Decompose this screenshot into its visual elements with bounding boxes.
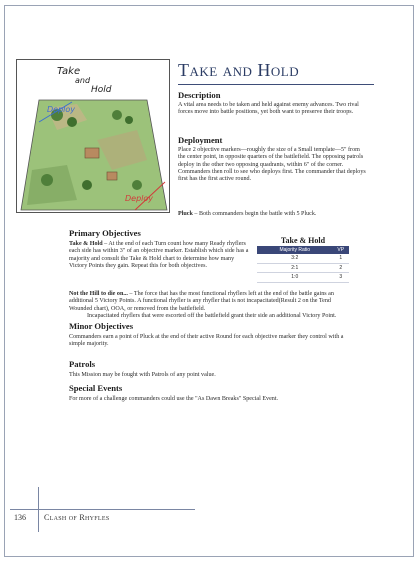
- page-frame-right: [413, 5, 414, 557]
- description-heading: Description: [178, 90, 221, 100]
- table-cell-ratio: 3:2: [257, 254, 333, 263]
- tree-icon: [67, 117, 77, 127]
- tree-icon: [132, 180, 142, 190]
- deployment-text: Place 2 objective markers—roughly the size of a Small template—5" from the center point, in opposite quarters of the battlefield. The opposing patrols deploy in the other two opposing quadrants, within 6" of the corner. Commanders then roll to see who deploys first. The commander that deploys first has the first active round.: [178, 147, 366, 183]
- footer-horizontal-rule: [10, 509, 195, 510]
- hill-text: – The force that has the most functional rhyflers left at the end of the battle gains an additional 5 Victory Points. A functional rhyfler is any rhyfler that is not incapacitated(Result 2 on the Tend Wounded chart), OOA, or removed from the battlefield.: [69, 291, 334, 312]
- table-cell-vp: 1: [333, 254, 349, 263]
- patrols-text: This Mission may be fought with Patrols of any point value.: [69, 372, 216, 378]
- table-cell-vp: 3: [333, 273, 349, 283]
- minor-objectives-section: [69, 323, 133, 330]
- hill-paragraph: [69, 291, 351, 320]
- special-events-section: [69, 385, 122, 392]
- page-frame-left: [4, 5, 5, 557]
- map-heading-line3: Hold: [91, 85, 112, 95]
- page-frame-bottom: [4, 556, 414, 557]
- tree-icon: [125, 116, 133, 124]
- building-icon: [85, 148, 99, 158]
- take-and-hold-text: – At the end of each Turn count how many Ready rhyflers each side has within 3" of an objective marker. Establish which side has a majority and consult the Take & Hold chart to determine how many Victory Points they gain. Repeat this for both objectives.: [69, 241, 249, 269]
- table-header-vp: VP: [333, 246, 349, 254]
- minor-objectives-heading: Minor Objectives: [69, 321, 134, 331]
- table-title: Take & Hold: [280, 236, 326, 245]
- table-header-row: [257, 246, 349, 254]
- hill-label: Not the Hill to die on...: [69, 291, 128, 297]
- map-heading-line1: Take: [57, 66, 81, 77]
- majority-ratio-table: [257, 246, 349, 283]
- pluck-paragraph: [178, 211, 368, 218]
- primary-objectives-section: [69, 230, 141, 237]
- page-frame-top: [4, 5, 414, 6]
- table-header-ratio: Majority Ratio: [257, 246, 333, 254]
- take-and-hold-paragraph: [69, 241, 252, 270]
- map-drawing: [17, 60, 169, 212]
- tree-icon: [82, 180, 92, 190]
- title-rule: [178, 84, 374, 85]
- take-and-hold-table: [257, 236, 349, 283]
- hill-text-2: Incapacitated rhyflers that were escorted off the battlefield grant their side an additional Victory Point.: [87, 312, 337, 319]
- tree-icon: [112, 110, 122, 120]
- table-cell-vp: 2: [333, 263, 349, 273]
- table-cell-ratio: 2:1: [257, 263, 333, 273]
- pluck-label: Pluck: [178, 211, 193, 217]
- pluck-text: – Both commanders begin the battle with 5 Pluck.: [192, 211, 317, 217]
- table-row: [257, 273, 349, 283]
- tree-icon: [41, 174, 53, 186]
- battlefield-map-illustration: [16, 59, 170, 213]
- description-section: [178, 92, 221, 99]
- special-events-heading: Special Events: [69, 383, 123, 393]
- deployment-heading: Deployment: [178, 135, 223, 145]
- minor-objectives-text: Commanders earn a point of Pluck at the end of their active Round for each objective marker they control with a simple majority.: [69, 334, 344, 348]
- book-title: Clash of Rhyfles: [44, 513, 110, 522]
- special-events-text: For more of a challenge commanders could use the "As Dawn Breaks" Special Event.: [69, 396, 279, 402]
- map-heading-line2: and: [75, 76, 91, 85]
- primary-objectives-heading: Primary Objectives: [69, 228, 141, 238]
- deploy-label-bottom: Deploy: [125, 194, 154, 203]
- patrols-section: [69, 361, 95, 368]
- table-row: [257, 254, 349, 263]
- page-number: 136: [14, 513, 26, 522]
- description-text: A vital area needs to be taken and held against enemy advances. Two rival forces move into battle positions, yet both want to preserve their troops.: [178, 102, 359, 116]
- page-title: Take and Hold: [178, 60, 300, 80]
- table-row: [257, 263, 349, 273]
- deployment-section: [178, 137, 222, 144]
- deploy-label-top: Deploy: [47, 105, 76, 114]
- take-and-hold-label: Take & Hold: [69, 241, 103, 247]
- patrols-heading: Patrols: [69, 359, 96, 369]
- building-icon: [107, 172, 117, 180]
- table-cell-ratio: 1:0: [257, 273, 333, 283]
